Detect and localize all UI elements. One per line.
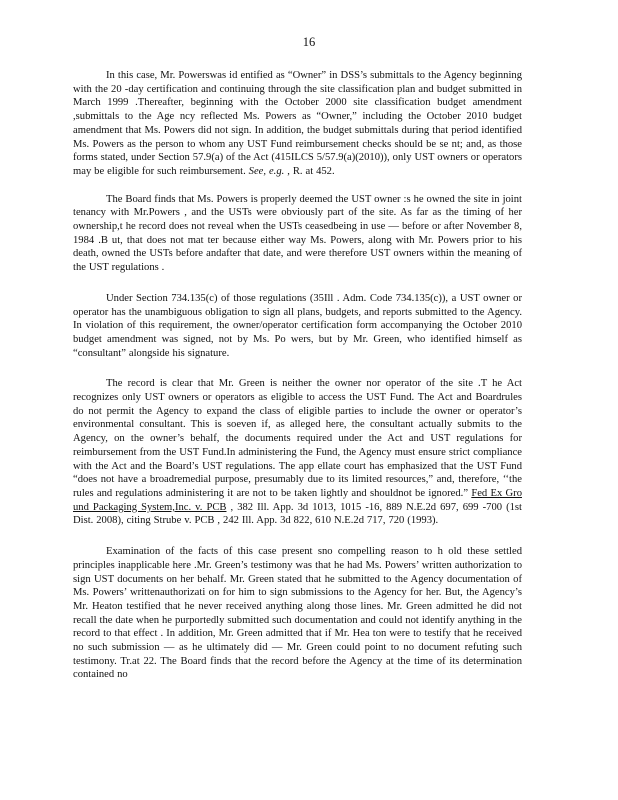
paragraph-text: The record is clear that Mr. Green is neither the owner nor operator of the site .T he Act recognizes only UST owners or operators as eligible to access the UST Fund. The Act and Boardrules do not permit the Agency to expand the class of eligible parties to include the owner or operator’s environmental consultant. This is soeven if, as alleged here, the consultant actually submits to the Agency, on the owner’s behalf, the documents required under the Act and UST regulations for reimbursement from the UST Fund.In administering the Fund, the Agency must ensure strict compliance with the Act and the Board’s UST regulations. The app ellate court has emphasized that the UST Fund “does not have a broadremedial purpose, presumably due to its limited resources,” and, therefore, ‘‘the rules and regulations administering it are not to be taken lightly and shouldnot be ignored.” <box>73 378 522 499</box>
paragraph-section-734 <box>73 292 522 361</box>
paragraph-board-finding-owner <box>73 193 522 275</box>
document-body <box>73 69 522 699</box>
paragraph-examination-facts <box>73 545 522 682</box>
record-citation: , R. at 452. <box>284 165 335 177</box>
case-citation-fed-ex: Fed Ex Gro und Packaging System,Inc. v. PCB <box>73 487 522 513</box>
paragraph-text: The Board finds that Ms. Powers is properly deemed the UST owner :s he owned the site in joint tenancy with Mr.Powers , and the USTs were obviously part of the site. As far as the timing of her ownership,t he record does not reveal when the USTs ceasedbeing in use — before or after November 8, 1984 .B ut, that does not mat ter because either way Ms. Powers, along with Mr. Powers prior to his death, owned the USTs before andafter that date, and were therefore UST owners within the meaning of the UST regulations . <box>73 193 522 274</box>
paragraph-owner-identification <box>73 69 522 179</box>
paragraph-text: In this case, Mr. Powerswas id entified as “Owner” in DSS’s submittals to the Agency beginning with the 20 -day certification and continuing through the site classification plan and budget submitted in March 1999 .Thereafter, beginning with the October 2000 site classification budget amendment ,submittals to the Age ncy reflected Ms. Powers as “Owner,” including the October 2010 budget amendment that Ms. Powers did not sign. In addition, the budget submittals during that period identified Ms. Powers as the person to whom any UST Fund reimbursement checks should be se nt; and, as those forms stated, under Section 57.9(a) of the Act (415ILCS 5/57.9(a)(2010)), only UST owners or operators may be eligible for such reimbursement. <box>73 70 522 177</box>
paragraph-record-clear <box>73 377 522 528</box>
case-citation-reporter: , 382 Ill. App. 3d 1013, 1015 -16, 889 N.E.2d 697, 699 -700 (1st Dist. 2008), citing Strube v. PCB , 242 Ill. App. 3d 822, 610 N.E.2d 717, 720 (1993). <box>73 501 522 527</box>
citation-signal-see: See, <box>248 165 267 177</box>
paragraph-text: Examination of the facts of this case present sno compelling reason to h old these settled principles inapplicable here .Mr. Green’s testimony was that he had Ms. Powers’ written authorization to sign UST documents on her behalf. Mr. Green stated that he submitted to the Agency documentation of Ms. Powers’ writtenauthorizati on for him to sign submissions to the Agency for her. But, the Agency’s Mr. Heaton testified that he never received anything along those lines. Mr. Green admitted he did not recall the date when he purportedly submitted such documentation and could not identify anything in the record to that effect . In addition, Mr. Green admitted that if Mr. Hea ton were to testify that he received no such submission — as he ultimately did — Mr. Green could point to no document refuting such testimony. Tr.at 22. The Board finds that the record before the Agency at the time of its determination contained no <box>73 546 522 681</box>
citation-signal-eg: e.g. <box>268 165 285 177</box>
page-number: 16 <box>302 35 316 49</box>
paragraph-text: Under Section 734.135(c) of those regulations (35Ill . Adm. Code 734.135(c)), a UST owner or operator has the unambiguous obligation to sign all plans, budgets, and reports submitted to the Agency. In violation of this requirement, the owner/operator certification form accompanying the October 2010 budget amendment was signed, not by Ms. Po wers, but by Mr. Green, who identified himself as “consultant” alongside his signature. <box>73 292 522 359</box>
